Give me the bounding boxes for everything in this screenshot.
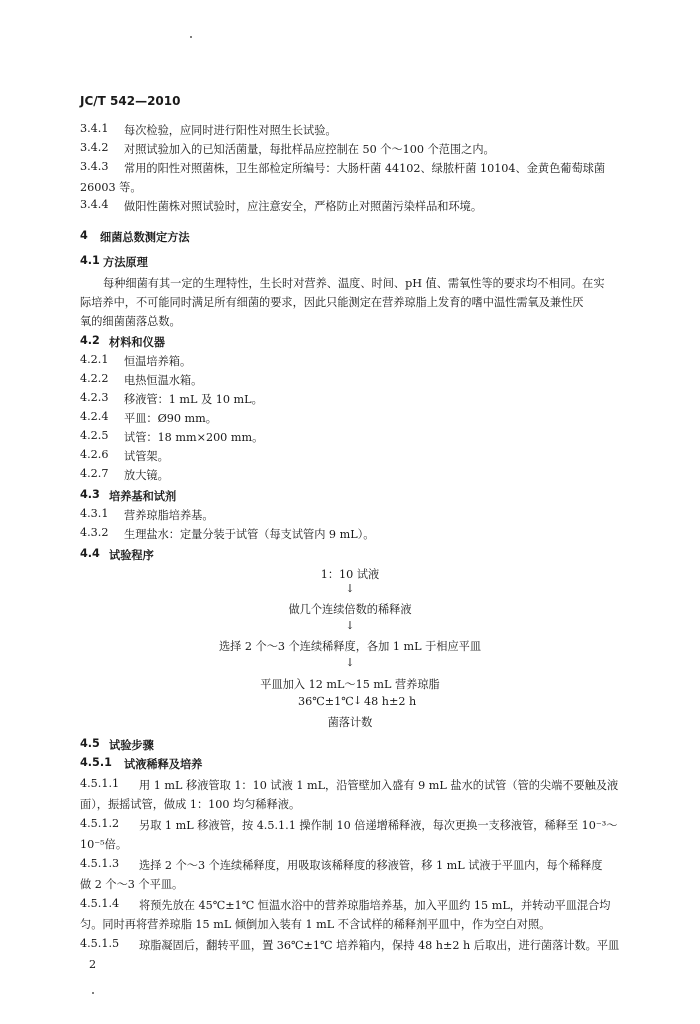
clause-number: 4.5.1.1 [80, 777, 120, 790]
section-title: 试验步骤 [109, 739, 154, 752]
clause-text: 营养琼脂培养基。 [124, 509, 214, 522]
section-number: 4.3 [80, 488, 100, 501]
section-title: 方法原理 [103, 256, 148, 269]
clause-text: 26003 等。 [80, 181, 142, 194]
clause-number: 4.3.1 [80, 507, 109, 520]
clause-text: 恒温培养箱。 [124, 355, 192, 368]
page-number: 2 [89, 958, 97, 971]
clause-text: 匀。同时再将营养琼脂 15 mL 倾倒加入装有 1 mL 不含试样的稀释剂平皿中，作为空白对照。 [80, 918, 551, 931]
clause-text: 对照试验加入的已知活菌量，每批样品应控制在 50 个～100 个范围之内。 [124, 143, 495, 156]
flow-condition-temp: 36℃±1℃ [298, 695, 354, 708]
clause-number: 3.4.3 [80, 160, 109, 173]
flow-arrow: ↓ [345, 582, 355, 595]
section-title: 材料和仪器 [109, 336, 165, 349]
standard-header: JC/T 542—2010 [80, 94, 181, 108]
paragraph-line: 每种细菌有其一定的生理特性，生长时对营养、温度、时间、pH 值、需氧性等的要求均不相同。在实 [103, 277, 605, 290]
flow-step-1: 1：10 试液 [320, 568, 380, 581]
clause-text: 移液管：1 mL 及 10 mL。 [124, 393, 263, 406]
section-title: 细菌总数测定方法 [100, 231, 190, 244]
clause-text: 另取 1 mL 移液管，按 4.5.1.1 操作制 10 倍递增稀释液，每次更换一支移液管，稀释至 10⁻³～ [139, 819, 618, 832]
clause-text: 10⁻⁵倍。 [80, 838, 128, 851]
clause-number: 4.2.2 [80, 372, 109, 385]
scan-speck [92, 992, 94, 994]
clause-number: 4.5.1.5 [80, 937, 120, 950]
flow-arrow: ↓ [345, 619, 355, 632]
clause-text: 选择 2 个～3 个连续稀释度，用吸取该稀释度的移液管，移 1 mL 试液于平皿内，每个稀释度 [139, 859, 603, 872]
clause-text: 试管架。 [124, 450, 169, 463]
clause-number: 4.2.4 [80, 410, 109, 423]
clause-text: 放大镜。 [124, 469, 169, 482]
flow-step-2: 做几个连续倍数的稀释液 [288, 603, 412, 616]
flow-step-3: 选择 2 个～3 个连续稀释度，各加 1 mL 于相应平皿 [218, 640, 482, 653]
clause-number: 4.2.6 [80, 448, 109, 461]
clause-number: 4.5.1.2 [80, 817, 120, 830]
clause-number: 4.3.2 [80, 526, 109, 539]
clause-text: 平皿：Ø90 mm。 [124, 412, 217, 425]
clause-text: 做 2 个～3 个平皿。 [80, 878, 184, 891]
clause-text: 试管：18 mm×200 mm。 [124, 431, 264, 444]
clause-number: 4.2.3 [80, 391, 109, 404]
clause-text: 生理盐水：定量分装于试管（每支试管内 9 mL）。 [124, 528, 375, 541]
section-number: 4.2 [80, 334, 100, 347]
clause-number: 3.4.2 [80, 141, 109, 154]
paragraph-line: 际培养中，不可能同时满足所有细菌的要求，因此只能测定在营养琼脂上发育的嗜中温性需氧及兼性厌 [80, 296, 584, 309]
flow-arrow: ↓ [353, 694, 363, 707]
flow-step-4: 平皿加入 12 mL～15 mL 营养琼脂 [260, 678, 440, 691]
clause-number: 3.4.1 [80, 122, 109, 135]
section-number: 4.1 [80, 254, 100, 267]
section-number: 4 [80, 229, 88, 242]
clause-text: 每次检验，应同时进行阳性对照生长试验。 [124, 124, 337, 137]
clause-number: 4.5.1.3 [80, 857, 120, 870]
flow-step-5: 菌落计数 [327, 716, 373, 729]
section-number: 4.5 [80, 737, 100, 750]
clause-number: 4.2.1 [80, 353, 109, 366]
clause-number: 4.2.7 [80, 467, 109, 480]
section-title: 试液稀释及培养 [124, 758, 203, 771]
clause-number: 3.4.4 [80, 198, 109, 211]
flow-arrow: ↓ [345, 656, 355, 669]
clause-number: 4.2.5 [80, 429, 109, 442]
clause-text: 常用的阳性对照菌株，卫生部检定所编号：大肠杆菌 44102、绿脓杆菌 10104、金黄色葡萄球菌 [124, 162, 606, 175]
section-number: 4.4 [80, 547, 100, 560]
section-number: 4.5.1 [80, 756, 112, 769]
clause-text: 做阳性菌株对照试验时，应注意安全，严格防止对照菌污染样品和环境。 [124, 200, 483, 213]
clause-text: 将预先放在 45℃±1℃ 恒温水浴中的营养琼脂培养基，加入平皿约 15 mL，并转动平皿混合均 [139, 899, 611, 912]
section-title: 培养基和试剂 [109, 490, 177, 503]
flow-condition-time: 48 h±2 h [364, 695, 417, 708]
clause-number: 4.5.1.4 [80, 897, 120, 910]
clause-text: 用 1 mL 移液管取 1：10 试液 1 mL，沿管壁加入盛有 9 mL 盐水的试管（管的尖端不要触及液 [139, 779, 619, 792]
paragraph-line: 氧的细菌菌落总数。 [80, 315, 181, 328]
scan-speck [190, 36, 192, 38]
clause-text: 面），振摇试管，做成 1：100 均匀稀释液。 [80, 798, 301, 811]
clause-text: 琼脂凝固后，翻转平皿，置 36℃±1℃ 培养箱内，保持 48 h±2 h 后取出，进行菌落计数。平皿 [139, 939, 620, 952]
section-title: 试验程序 [109, 549, 154, 562]
clause-text: 电热恒温水箱。 [124, 374, 203, 387]
